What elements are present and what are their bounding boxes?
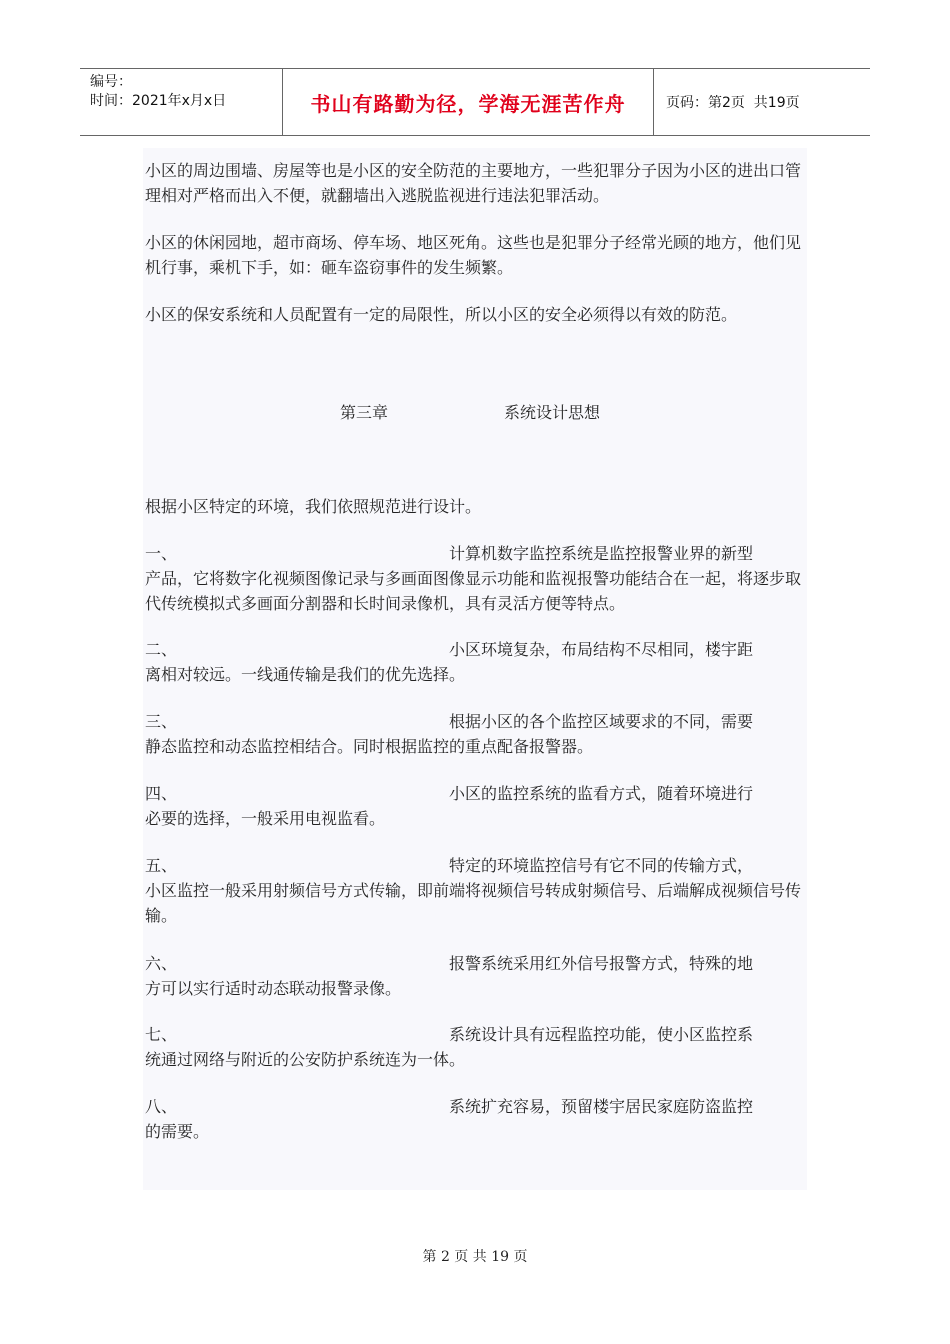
list-item-first-line: 系统设计具有远程监控功能，使小区监控系 (449, 1025, 754, 1044)
paragraph-intro: 根据小区特定的环境，我们依照规范进行设计。 (145, 497, 482, 516)
chapter-title: 系统设计思想 (504, 403, 601, 422)
paragraph-security-limits: 小区的保安系统和人员配置有一定的局限性，所以小区的安全必须得以有效的防范。 (145, 305, 738, 324)
header-motto: 书山有路勤为径，学海无涯苦作舟 (310, 91, 626, 116)
list-item-first-line: 系统扩充容易，预留楼宇居民家庭防盗监控 (449, 1097, 754, 1116)
paragraph-perimeter: 小区的周边围墙、房屋等也是小区的安全防范的主要地方，一些犯罪分子因为小区的进出口管理相对严格而出入不便，就翻墙出入逃脱监视进行违法犯罪活动。 (145, 161, 802, 205)
list-item-number: 四、 (145, 784, 178, 803)
chapter-number: 第三章 (340, 403, 389, 422)
list-item-continuation: 方可以实行适时动态联动报警录像。 (145, 979, 402, 998)
list-item-first-line: 特定的环境监控信号有它不同的传输方式， (449, 856, 754, 875)
page-footer (0, 1246, 950, 1266)
list-item-continuation: 静态监控和动态监控相结合。同时根据监控的重点配备报警器。 (145, 737, 594, 756)
header-motto-cell (282, 69, 654, 135)
list-item-continuation: 小区监控一般采用射频信号方式传输，即前端将视频信号转成射频信号、后端解成视频信号传输。 (145, 881, 802, 925)
list-item-continuation: 统通过网络与附近的公安防护系统连为一体。 (145, 1050, 466, 1069)
list-item-first-line: 报警系统采用红外信号报警方式，特殊的地 (449, 954, 754, 973)
header-page-cell (654, 69, 870, 135)
list-item-number: 一、 (145, 544, 178, 563)
list-item-number: 三、 (145, 712, 178, 731)
header-meta (80, 69, 282, 135)
list-item-number: 五、 (145, 856, 178, 875)
document-date-label: 时间：2021年x月x日 (90, 93, 227, 109)
list-item-continuation: 产品，它将数字化视频图像记录与多画面图像显示功能和监视报警功能结合在一起，将逐步取代传统模拟式多画面分割器和长时间录像机，具有灵活方便等特点。 (145, 569, 802, 613)
header-page-info: 页码：第2页 共19页 (666, 95, 800, 111)
list-item-number: 八、 (145, 1097, 178, 1116)
page-header (80, 68, 870, 136)
list-item-first-line: 小区环境复杂，布局结构不尽相同，楼宇距 (449, 640, 754, 659)
document-body (143, 148, 807, 1190)
list-item-number: 二、 (145, 640, 178, 659)
list-item-number: 七、 (145, 1025, 178, 1044)
list-item-first-line: 小区的监控系统的监看方式，随着环境进行 (449, 784, 754, 803)
list-item-continuation: 离相对较远。一线通传输是我们的优先选择。 (145, 665, 466, 684)
list-item-continuation: 必要的选择，一般采用电视监看。 (145, 809, 386, 828)
document-number-label: 编号： (90, 74, 132, 90)
list-item-number: 六、 (145, 954, 178, 973)
list-item-continuation: 的需要。 (145, 1122, 210, 1141)
footer-page-number: 第 2 页 共 19 页 (422, 1249, 528, 1265)
list-item-first-line: 计算机数字监控系统是监控报警业界的新型 (449, 544, 754, 563)
list-item-first-line: 根据小区的各个监控区域要求的不同，需要 (449, 712, 754, 731)
paragraph-leisure-areas: 小区的休闲园地，超市商场、停车场、地区死角。这些也是犯罪分子经常光顾的地方，他们见机行事，乘机下手，如：砸车盗窃事件的发生频繁。 (145, 233, 802, 277)
